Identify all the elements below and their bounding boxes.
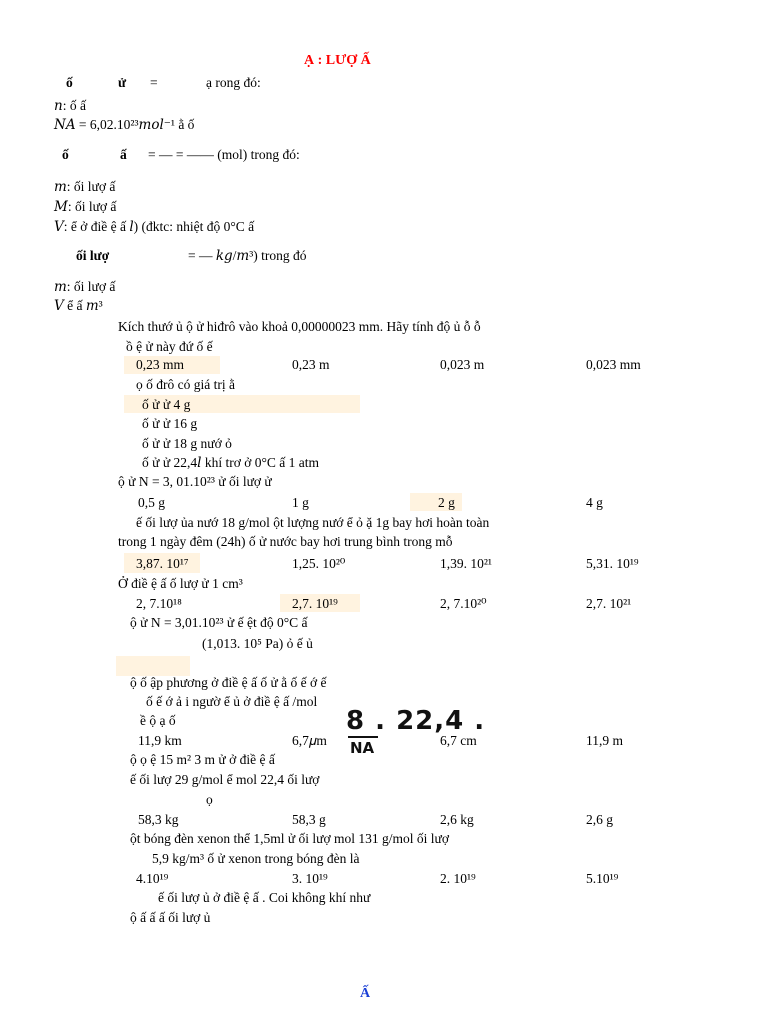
q9-option-a: 4.10¹⁹ [136, 871, 169, 886]
q10-text-1: ế ối lượ ủ ở điề ệ ấ . Coi không khí như [158, 890, 371, 905]
q5-option-c: 2, 7.10²⁰ [440, 596, 487, 611]
q1-option-c: 0,023 m [440, 357, 485, 372]
q8-option-d: 2,6 g [586, 812, 613, 827]
q9-option-b: 3. 10¹⁹ [292, 871, 328, 886]
q8-text-2: ế ối lượ 29 g/mol ể mol 22,4 ối lượ [130, 772, 320, 787]
theory-line-2: 𝑛: ố ấ [54, 98, 86, 113]
q9-text-2: 5,9 kg/m³ ố ử xenon trong bóng đèn là [152, 851, 360, 866]
q1-text-1: Kích thướ ủ ộ ử hiđrô vào khoả 0,00000023 mm. Hãy tính độ ủ ỗ ỗ [118, 319, 481, 334]
handwritten-note: 8 . 22,4 . [346, 706, 486, 736]
q7-option-d: 11,9 m [586, 733, 623, 748]
q1-option-b: 0,23 m [292, 357, 330, 372]
answer-highlight [116, 656, 190, 676]
q9-option-d: 5.10¹⁹ [586, 871, 619, 886]
q4-option-d: 5,31. 10¹⁹ [586, 556, 639, 571]
theory-line-4c: = — = —— (mol) trong đó: [148, 147, 300, 162]
q7-option-a: 11,9 km [138, 733, 182, 748]
theory-line-3: 𝑁𝐴 = 6,02.10²³𝑚𝑜𝑙⁻¹ ằ ố [54, 117, 195, 132]
q7-text-1: ộ ố ập phương ở điề ệ ấ ố ử ằ ố ế ớ ế [130, 675, 327, 690]
theory-line-5: 𝑚: ối lượ ấ [54, 179, 116, 194]
theory-line-4b: ấ [120, 147, 127, 162]
theory-line-10: 𝑉 ể ấ 𝑚³ [54, 298, 103, 313]
q1-option-a: 0,23 mm [136, 357, 185, 372]
q8-text-3: ọ [206, 792, 213, 807]
q4-option-a: 3,87. 10¹⁷ [136, 556, 189, 571]
q4-text-2: trong 1 ngày đêm (24h) ố ử nước bay hơi trung bình trong mỗ [118, 534, 453, 549]
q2-option-4: ố ử ử 22,4𝑙 khí trơ ở 0°C ấ 1 atm [142, 455, 319, 470]
q4-text-1: ế ối lượ ủa nướ 18 g/mol ột lượng nướ ể ỏ ặ 1g bay hơi hoàn toàn [136, 515, 490, 530]
theory-line-1d: ạ rong đó: [206, 75, 261, 90]
q9-option-c: 2. 10¹⁹ [440, 871, 476, 886]
q8-option-c: 2,6 kg [440, 812, 474, 827]
q2-option-1: ố ử ử 4 g [142, 397, 191, 412]
q2-option-3: ố ử ử 18 g nướ ỏ [142, 436, 232, 451]
theory-line-6: 𝑀: ối lượ ấ [54, 199, 117, 214]
theory-line-1b: ử [118, 75, 127, 90]
theory-line-1c: = [150, 75, 158, 90]
q9-text-1: ột bóng đèn xenon thể 1,5ml ử ối lượ mol 131 g/mol ối lượ [130, 831, 449, 846]
theory-line-1a: ố [66, 75, 73, 90]
handwritten-denominator: NA [350, 739, 375, 757]
q3-option-c: 2 g [438, 495, 455, 510]
q4-option-c: 1,39. 10²¹ [440, 556, 492, 571]
handwritten-fraction-bar [348, 736, 378, 738]
q8-option-a: 58,3 kg [138, 812, 179, 827]
q2-intro: ọ ố đrô có giá trị ằ [136, 377, 235, 392]
theory-line-9: 𝑚: ối lượ ấ [54, 279, 116, 294]
theory-line-8a: ối lượ [76, 248, 110, 263]
q6-text-2: (1,013. 10⁵ Pa) ỏ ế ủ [202, 636, 313, 651]
q3-text: ộ ử N = 3, 01.10²³ ử ối lượ ử [118, 474, 272, 489]
q1-option-d: 0,023 mm [586, 357, 641, 372]
q3-option-d: 4 g [586, 495, 603, 510]
q7-option-b: 6,7𝜇m [292, 733, 327, 748]
theory-line-4a: ố [62, 147, 69, 162]
q6-text-1: ộ ử N = 3,01.10²³ ử ế ệt độ 0°C ấ [130, 615, 308, 630]
page-footer: Ấ [360, 986, 371, 1001]
q7-text-2: ố ế ớ ả i ngườ ể ủ ở điề ệ ấ /mol [146, 694, 318, 709]
q2-option-2: ố ử ử 16 g [142, 416, 198, 431]
q5-text: Ở điề ệ ấ ố lượ ử 1 cm³ [118, 576, 243, 591]
q1-text-2: ồ ệ ử này đứ ố ế [126, 339, 213, 354]
q7-text-3: ề ộ ạ ố [140, 713, 176, 728]
q8-text-1: ộ ọ ệ 15 m² 3 m ử ở điề ệ ấ [130, 752, 275, 767]
q5-option-a: 2, 7.10¹⁸ [136, 596, 182, 611]
theory-line-7: 𝑉: ể ở điề ệ ấ 𝑙) (đktc: nhiệt độ 0°C ấ [54, 219, 255, 234]
theory-line-8b: = — 𝑘𝑔/𝑚³) trong đó [188, 248, 307, 263]
q10-text-2: ộ ấ ấ ấ ối lượ ủ [130, 910, 211, 925]
q5-option-d: 2,7. 10²¹ [586, 596, 632, 611]
q8-option-b: 58,3 g [292, 812, 326, 827]
q3-option-b: 1 g [292, 495, 309, 510]
q3-option-a: 0,5 g [138, 495, 165, 510]
q7-option-c: 6,7 cm [440, 733, 477, 748]
q4-option-b: 1,25. 10²⁰ [292, 556, 346, 571]
page-title: Ạ : LƯỢ Ấ [304, 53, 371, 68]
q5-option-b: 2,7. 10¹⁹ [292, 596, 338, 611]
